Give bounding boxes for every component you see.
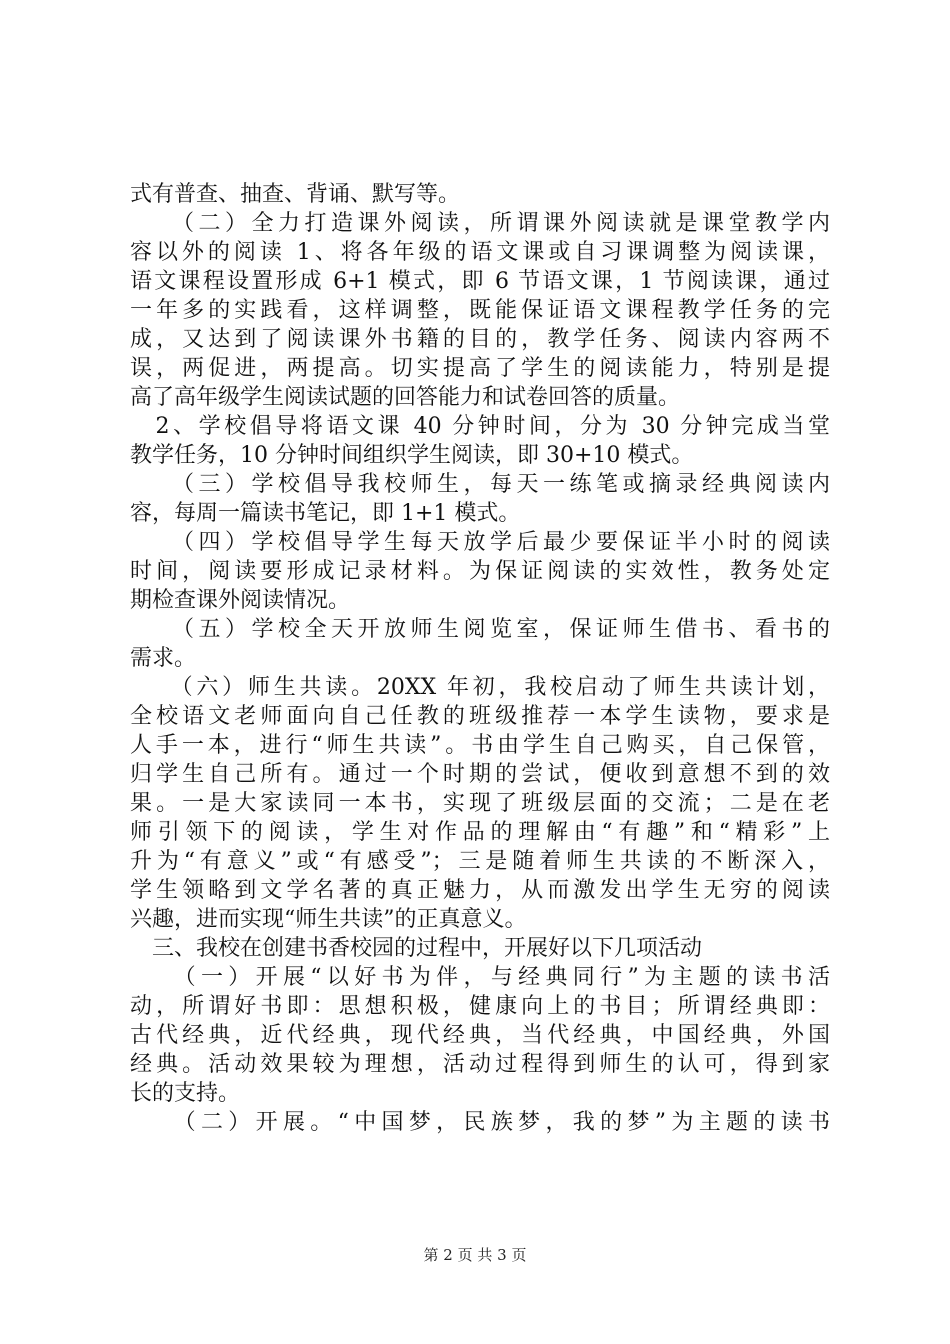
text-line: 容以外的阅读 1、将各年级的语文课或自习课调整为阅读课， xyxy=(130,240,830,265)
text-line: （五）学校全天开放师生阅览室，保证师生借书、看书的 xyxy=(130,617,830,642)
text-line: （六）师生共读。20XX 年初，我校启动了师生共读计划， xyxy=(130,675,830,700)
text-line: 一年多的实践看，这样调整，既能保证语文课程教学任务的完 xyxy=(130,298,830,323)
page-footer: 第 2 页 共 3 页 xyxy=(423,1246,527,1264)
text-line: 经典。活动效果较为理想，活动过程得到师生的认可，得到家 xyxy=(130,1052,830,1077)
text-line: （三）学校倡导我校师生，每天一练笔或摘录经典阅读内 xyxy=(130,472,830,497)
text-line: 需求。 xyxy=(130,646,197,671)
text-line: 长的支持。 xyxy=(130,1081,241,1106)
text-line: 全校语文老师面向自己任教的班级推荐一本学生读物，要求是 xyxy=(130,704,830,729)
text-line: 期检查课外阅读情况。 xyxy=(130,588,351,613)
text-line: （二）全力打造课外阅读，所谓课外阅读就是课堂教学内 xyxy=(130,211,830,236)
text-line: 果。一是大家读同一本书，实现了班级层面的交流；二是在老 xyxy=(130,791,830,816)
text-line: 式有普查、抽查、背诵、默写等。 xyxy=(130,182,461,207)
text-line: 学生领略到文学名著的真正魅力，从而激发出学生无穷的阅读 xyxy=(130,878,830,903)
text-line: 误，两促进，两提高。切实提高了学生的阅读能力，特别是提 xyxy=(130,356,830,381)
text-line: 升为“有意义”或“有感受”；三是随着师生共读的不断深入， xyxy=(130,849,830,874)
text-line: 三、我校在创建书香校园的过程中，开展好以下几项活动 xyxy=(130,936,703,961)
text-line: 人手一本，进行“师生共读”。书由学生自己购买，自己保管， xyxy=(130,733,830,758)
text-line: 动，所谓好书即：思想积极，健康向上的书目；所谓经典即： xyxy=(130,994,830,1019)
text-line: 兴趣，进而实现“师生共读”的正真意义。 xyxy=(130,907,527,932)
text-line: 归学生自己所有。通过一个时期的尝试，便收到意想不到的效 xyxy=(130,762,830,787)
text-line: （一）开展“以好书为伴，与经典同行”为主题的读书活 xyxy=(130,965,830,990)
text-line: 师引领下的阅读，学生对作品的理解由“有趣”和“精彩”上 xyxy=(130,820,830,845)
text-line: （二）开展。“中国梦，民族梦，我的梦”为主题的读书 xyxy=(130,1110,830,1135)
text-line: 古代经典，近代经典，现代经典，当代经典，中国经典，外国 xyxy=(130,1023,830,1048)
text-line: 2、学校倡导将语文课 40 分钟时间，分为 30 分钟完成当堂 xyxy=(130,414,830,439)
text-line: 成，又达到了阅读课外书籍的目的，教学任务、阅读内容两不 xyxy=(130,327,830,352)
text-line: 容，每周一篇读书笔记，即 1+1 模式。 xyxy=(130,501,521,526)
text-line: 时间，阅读要形成记录材料。为保证阅读的实效性，教务处定 xyxy=(130,559,830,584)
text-line: 教学任务，10 分钟时间组织学生阅读，即 30+10 模式。 xyxy=(130,443,694,468)
text-line: 高了高年级学生阅读试题的回答能力和试卷回答的质量。 xyxy=(130,385,681,410)
text-line: 语文课程设置形成 6+1 模式，即 6 节语文课，1 节阅读课，通过 xyxy=(130,269,830,294)
text-line: （四）学校倡导学生每天放学后最少要保证半小时的阅读 xyxy=(130,530,830,555)
